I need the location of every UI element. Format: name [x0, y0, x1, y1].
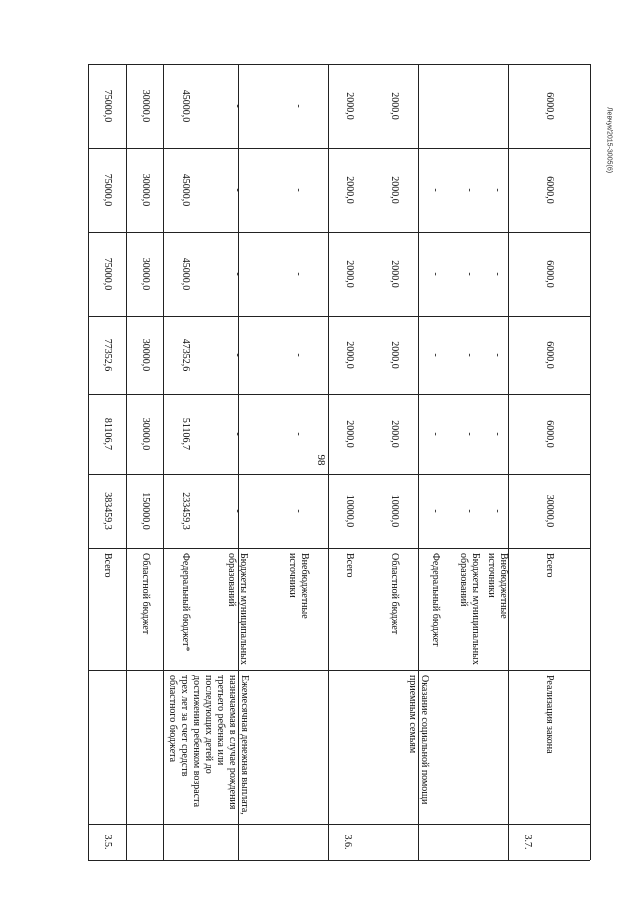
table-hline — [88, 860, 590, 861]
value-cell-text: - — [232, 353, 243, 357]
value-cell — [328, 232, 370, 316]
value-cell — [268, 474, 328, 548]
value-cell — [163, 232, 206, 316]
row-number — [88, 824, 126, 860]
value-cell — [370, 394, 418, 474]
row-name-text: Оказание социальной помощи приемным семьям — [407, 675, 430, 805]
row-number — [328, 824, 366, 860]
value-cell — [328, 148, 370, 232]
source-label — [328, 548, 370, 670]
value-cell-text: 45000,0 — [179, 89, 191, 123]
value-cell-text: 81106,7 — [102, 417, 113, 451]
value-cell — [328, 316, 370, 394]
row-number-text: 3.5. — [102, 834, 113, 850]
value-cell — [206, 394, 268, 474]
source-label — [370, 548, 418, 670]
value-cell-text: 2000,0 — [389, 420, 400, 448]
source-label-text: Областной бюджет — [139, 553, 151, 635]
value-cell — [206, 232, 268, 316]
row-number-text: 3.7. — [522, 834, 533, 850]
source-label — [88, 548, 126, 670]
source-label-text: Областной бюджет — [389, 553, 400, 635]
value-cell-text: 30000,0 — [139, 173, 151, 207]
value-cell — [126, 474, 163, 548]
source-label-text: Федеральный бюджет — [430, 553, 441, 647]
value-cell — [88, 232, 126, 316]
value-cell-text: - — [232, 188, 243, 192]
value-cell — [268, 232, 328, 316]
source-label — [486, 548, 508, 670]
row-name — [328, 670, 508, 824]
value-cell — [418, 148, 452, 232]
value-cell — [418, 474, 452, 548]
value-cell-text: 233459,3 — [179, 492, 191, 530]
value-cell — [486, 148, 508, 232]
value-cell — [163, 64, 206, 148]
value-cell — [206, 148, 268, 232]
source-label — [452, 548, 486, 670]
source-label — [508, 548, 590, 670]
table-vline — [590, 64, 591, 860]
row-number-text: 3.6. — [342, 834, 353, 850]
value-cell — [206, 316, 268, 394]
row-name-text: Ежемесячная денежная выплата, назначаемая в случае рождения третьего ребенка или последующих детей до достижения ребенком возраста трех лет за счет средств областного бюджета — [167, 675, 250, 815]
source-label-text: Всего — [544, 553, 555, 578]
value-cell — [268, 394, 328, 474]
value-cell-text: 77352,6 — [102, 338, 113, 372]
source-label-text: Всего — [344, 553, 355, 578]
source-label-text: Всего — [102, 553, 113, 578]
value-cell-text: 6000,0 — [544, 260, 555, 288]
value-cell-text: - — [492, 509, 503, 513]
value-cell-text: - — [492, 188, 503, 192]
value-cell — [370, 64, 418, 148]
value-cell — [370, 148, 418, 232]
value-cell-text: 383459,3 — [102, 492, 113, 530]
value-cell-text: 30000,0 — [139, 257, 151, 291]
value-cell — [508, 394, 590, 474]
value-cell-text: - — [293, 104, 304, 108]
row-number — [508, 824, 546, 860]
value-cell-text: - — [430, 509, 441, 513]
source-label — [268, 548, 328, 670]
value-cell — [163, 474, 206, 548]
value-cell — [126, 316, 163, 394]
value-cell — [452, 394, 486, 474]
value-cell-text: - — [464, 272, 475, 276]
row-name — [508, 670, 590, 824]
value-cell — [486, 316, 508, 394]
value-cell — [452, 148, 486, 232]
value-cell-text: 10000,0 — [344, 494, 355, 528]
value-cell — [126, 64, 163, 148]
value-cell-text: - — [232, 509, 243, 513]
source-label-text: Внебюджетные источники — [287, 553, 310, 619]
value-cell-text: 2000,0 — [389, 341, 400, 369]
value-cell-text: - — [232, 104, 243, 108]
value-cell-text: - — [430, 188, 441, 192]
value-cell — [418, 394, 452, 474]
value-cell — [163, 148, 206, 232]
value-cell-text: 45000,0 — [179, 173, 191, 207]
value-cell-text: - — [430, 353, 441, 357]
value-cell-text: - — [293, 432, 304, 436]
value-cell-text: - — [464, 509, 475, 513]
value-cell-text: 10000,0 — [389, 494, 400, 528]
value-cell — [452, 232, 486, 316]
value-cell — [268, 316, 328, 394]
value-cell — [268, 64, 328, 148]
source-label — [126, 548, 163, 670]
source-label — [418, 548, 452, 670]
value-cell-text: - — [430, 272, 441, 276]
row-name-text: Реализация закона — [544, 675, 555, 754]
value-cell — [163, 316, 206, 394]
value-cell-text: - — [293, 509, 304, 513]
source-label-text: Федеральный бюджет* — [179, 553, 191, 652]
value-cell — [452, 64, 486, 148]
value-cell-text: 2000,0 — [344, 176, 355, 204]
value-cell-text: - — [430, 432, 441, 436]
value-cell — [486, 232, 508, 316]
value-cell — [508, 474, 590, 548]
row-name — [88, 670, 328, 824]
value-cell-text: 2000,0 — [389, 176, 400, 204]
value-cell-text: - — [232, 272, 243, 276]
value-cell-text: 75000,0 — [102, 173, 113, 207]
value-cell — [126, 394, 163, 474]
value-cell — [88, 64, 126, 148]
value-cell — [418, 232, 452, 316]
funding-table — [88, 64, 590, 860]
value-cell-text: 47352,6 — [179, 338, 191, 372]
value-cell — [88, 148, 126, 232]
value-cell — [452, 316, 486, 394]
value-cell-text: - — [293, 353, 304, 357]
value-cell-text: 51106,7 — [179, 417, 191, 451]
value-cell-text: - — [232, 432, 243, 436]
value-cell — [328, 394, 370, 474]
value-cell — [268, 148, 328, 232]
value-cell — [88, 316, 126, 394]
value-cell-text: 45000,0 — [179, 257, 191, 291]
value-cell-text: - — [492, 272, 503, 276]
value-cell-text: - — [464, 353, 475, 357]
source-label — [163, 548, 206, 670]
value-cell — [126, 232, 163, 316]
value-cell-text: 6000,0 — [544, 176, 555, 204]
value-cell-text: 2000,0 — [389, 92, 400, 120]
value-cell-text: - — [293, 188, 304, 192]
value-cell — [508, 316, 590, 394]
source-label-text: Внебюджетные источники — [486, 553, 509, 619]
source-label-text: Бюджеты муниципальных образований — [226, 553, 249, 665]
value-cell — [508, 64, 590, 148]
value-cell-text: - — [464, 432, 475, 436]
value-cell — [126, 148, 163, 232]
value-cell — [418, 64, 452, 148]
source-label — [206, 548, 268, 670]
value-cell-text: 2000,0 — [389, 260, 400, 288]
value-cell — [486, 474, 508, 548]
value-cell — [508, 232, 590, 316]
value-cell — [206, 64, 268, 148]
value-cell-text: - — [492, 432, 503, 436]
value-cell-text: 150000,0 — [139, 492, 151, 530]
value-cell — [508, 148, 590, 232]
value-cell — [163, 394, 206, 474]
value-cell — [370, 232, 418, 316]
value-cell — [328, 474, 370, 548]
value-cell-text: - — [293, 272, 304, 276]
value-cell-text: - — [464, 188, 475, 192]
document-code — [603, 55, 615, 225]
value-cell — [88, 394, 126, 474]
value-cell-text: 6000,0 — [544, 341, 555, 369]
value-cell-text: 30000,0 — [544, 494, 555, 528]
value-cell-text: 30000,0 — [139, 338, 151, 372]
value-cell-text: 75000,0 — [102, 89, 113, 123]
value-cell-text: 2000,0 — [344, 341, 355, 369]
value-cell — [328, 64, 370, 148]
value-cell-text: 2000,0 — [344, 92, 355, 120]
value-cell-text: 2000,0 — [344, 420, 355, 448]
value-cell-text: 6000,0 — [544, 92, 555, 120]
value-cell — [452, 474, 486, 548]
value-cell — [486, 394, 508, 474]
source-label-text: Бюджеты муниципальных образований — [458, 553, 481, 665]
value-cell — [370, 474, 418, 548]
value-cell — [418, 316, 452, 394]
page-number: 98 — [315, 454, 327, 466]
value-cell — [370, 316, 418, 394]
value-cell — [486, 64, 508, 148]
value-cell — [88, 474, 126, 548]
value-cell-text: - — [492, 353, 503, 357]
value-cell-text: 30000,0 — [139, 89, 151, 123]
value-cell-text: 30000,0 — [139, 417, 151, 451]
value-cell — [206, 474, 268, 548]
document-code-text: Левчук/2015-3005(6) — [605, 106, 613, 174]
value-cell-text: 6000,0 — [544, 420, 555, 448]
value-cell-text: 75000,0 — [102, 257, 113, 291]
value-cell-text: 2000,0 — [344, 260, 355, 288]
